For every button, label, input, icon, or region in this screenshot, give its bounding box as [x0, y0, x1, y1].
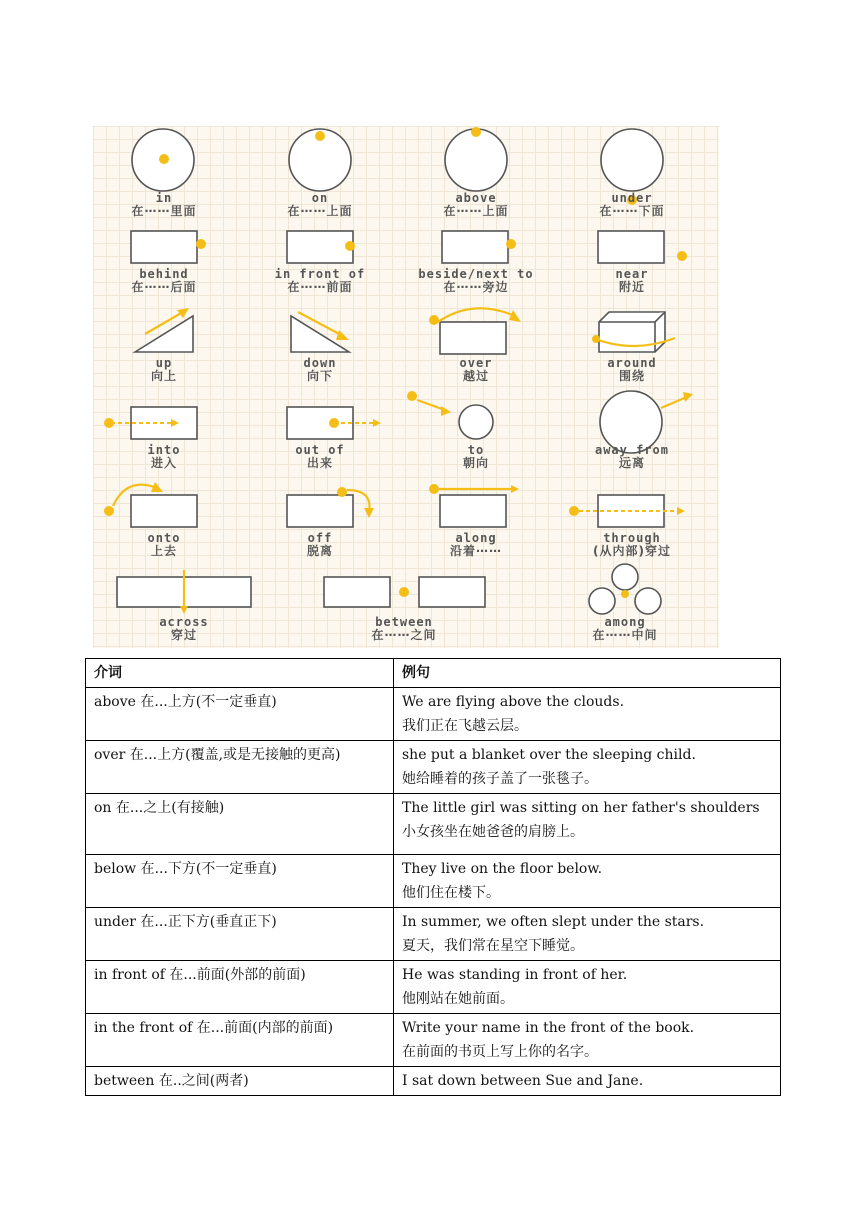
rect-onto	[131, 495, 197, 527]
dot-above	[471, 127, 481, 137]
label-zh: (从内部)穿过	[593, 544, 671, 558]
label-en: on	[311, 191, 329, 205]
rect-between-left	[324, 577, 390, 607]
label-zh: 远离	[618, 456, 645, 470]
arrowhead-off	[364, 508, 374, 518]
example-cell	[394, 741, 781, 794]
prepositions-illustration	[93, 126, 719, 648]
dot-into	[104, 418, 114, 428]
dot-around	[592, 335, 600, 343]
label-zh: 上去	[150, 544, 177, 558]
rect-behind	[131, 231, 197, 263]
dot-between	[399, 587, 409, 597]
example-cell	[394, 908, 781, 961]
label-en: down	[303, 356, 337, 370]
label-en: near	[615, 267, 649, 281]
example-en: In summer, we often slept under the stars.	[402, 914, 705, 930]
preposition-cell: on 在...之上(有接触)	[86, 794, 394, 855]
label-en: in	[155, 191, 173, 205]
label-zh: 脱离	[306, 544, 333, 558]
example-zh: 小女孩坐在她爸爸的肩膀上。	[402, 824, 584, 840]
table-row	[86, 1067, 781, 1096]
label-en: around	[607, 356, 657, 370]
preposition-cell: over 在...上方(覆盖,或是无接触的更高)	[86, 741, 394, 794]
preposition-cell: between 在..之间(两者)	[86, 1067, 394, 1096]
preposition-cell: under 在...正下方(垂直正下)	[86, 908, 394, 961]
label-zh: 在⋯⋯旁边	[443, 280, 509, 294]
arrowhead-to	[441, 406, 451, 416]
table-row	[86, 961, 781, 1014]
table-row	[86, 794, 781, 855]
table-row	[86, 855, 781, 908]
rect-in-front-of	[287, 231, 353, 263]
label-zh: 向下	[306, 369, 333, 383]
example-en: I sat down between Sue and Jane.	[402, 1073, 644, 1089]
arrow-to	[417, 400, 445, 410]
dot-near	[677, 251, 687, 261]
table-row	[86, 908, 781, 961]
label-zh: 出来	[306, 456, 333, 470]
example-cell	[394, 1067, 781, 1096]
circle-above	[445, 129, 507, 191]
label-en: onto	[147, 531, 181, 545]
label-zh: 穿过	[170, 628, 197, 642]
table-row	[86, 741, 781, 794]
example-en: she put a blanket over the sleeping child.	[402, 747, 696, 763]
label-zh: 在⋯⋯中间	[592, 628, 658, 642]
example-en: The little girl was sitting on her father's shoulders	[402, 800, 760, 816]
label-en: behind	[139, 267, 189, 281]
label-zh: 附近	[618, 280, 645, 294]
arrowhead-over	[509, 310, 521, 322]
example-zh: 他们住在楼下。	[402, 885, 500, 901]
example-cell	[394, 855, 781, 908]
example-cell	[394, 688, 781, 741]
example-cell	[394, 794, 781, 855]
example-en: They live on the floor below.	[402, 861, 603, 877]
label-zh: 在⋯⋯下面	[599, 204, 665, 218]
label-en: beside/next to	[418, 267, 534, 281]
example-cell	[394, 1014, 781, 1067]
label-en: away from	[594, 443, 670, 457]
rect-between-right	[419, 577, 485, 607]
table-header-row	[86, 659, 781, 688]
preposition-cell: below 在...下方(不一定垂直)	[86, 855, 394, 908]
label-zh: 朝向	[462, 456, 489, 470]
arrowhead-out-of	[373, 419, 381, 427]
preposition-cell: in front of 在...前面(外部的前面)	[86, 961, 394, 1014]
label-zh: 围绕	[618, 369, 645, 383]
rect-off	[287, 495, 353, 527]
header-example: 例句	[394, 659, 781, 688]
label-zh: 沿着⋯⋯	[449, 544, 502, 558]
example-en: Write your name in the front of the book.	[402, 1020, 695, 1036]
label-en: off	[307, 531, 333, 545]
example-zh: 在前面的书页上写上你的名字。	[402, 1044, 598, 1060]
example-en: He was standing in front of her.	[402, 967, 628, 983]
dot-beside	[506, 239, 516, 249]
triangle-up	[135, 316, 193, 352]
example-zh: 她给睡着的孩子盖了一张毯子。	[402, 771, 598, 787]
label-zh: 进入	[150, 456, 177, 470]
label-en: among	[604, 615, 646, 629]
preposition-cell: above 在...上方(不一定垂直)	[86, 688, 394, 741]
table-row	[86, 1014, 781, 1067]
label-en: to	[467, 443, 485, 457]
rect-over	[440, 322, 506, 354]
circle-among-right	[635, 588, 661, 614]
label-en: up	[155, 356, 173, 370]
dot-on	[315, 131, 325, 141]
prepositions-table	[85, 658, 781, 1096]
dot-in	[159, 154, 169, 164]
table-row	[86, 688, 781, 741]
dot-off	[337, 487, 347, 497]
arrowhead-through	[677, 507, 685, 515]
label-en: through	[603, 531, 661, 545]
label-en: between	[375, 615, 433, 629]
label-en: above	[455, 191, 497, 205]
arrow-over	[438, 308, 515, 322]
dot-to	[407, 391, 417, 401]
arrowhead-along	[511, 485, 519, 493]
circle-among-left	[589, 588, 615, 614]
dot-behind	[196, 239, 206, 249]
label-zh: 在⋯⋯里面	[131, 204, 197, 218]
dot-out-of	[329, 418, 339, 428]
dot-through	[569, 506, 579, 516]
label-en: over	[459, 356, 493, 370]
circle-among-top	[612, 564, 638, 590]
header-preposition: 介词	[86, 659, 394, 688]
label-en: under	[611, 191, 653, 205]
example-zh: 夏天，我们常在星空下睡觉。	[402, 938, 584, 954]
label-zh: 在⋯⋯上面	[443, 204, 509, 218]
circle-under	[601, 129, 663, 191]
label-zh: 在⋯⋯之间	[371, 628, 437, 642]
dot-over	[429, 315, 439, 325]
label-zh: 越过	[462, 369, 489, 383]
dot-along	[429, 484, 439, 494]
dot-among	[621, 590, 629, 598]
arrowhead-across	[180, 606, 188, 614]
label-zh: 在⋯⋯上面	[287, 204, 353, 218]
label-zh: 向上	[150, 369, 177, 383]
arrowhead-up	[177, 308, 189, 318]
rect-beside	[442, 231, 508, 263]
arrowhead-away-from	[683, 392, 693, 402]
label-en: out of	[295, 443, 345, 457]
rect-near	[598, 231, 664, 263]
example-zh: 他刚站在她前面。	[402, 991, 514, 1007]
dot-onto	[104, 506, 114, 516]
label-en: along	[455, 531, 497, 545]
dot-in-front-of	[345, 241, 355, 251]
example-en: We are flying above the clouds.	[402, 694, 625, 710]
label-en: in front of	[274, 267, 366, 281]
label-en: into	[147, 443, 181, 457]
circle-to	[459, 405, 493, 439]
preposition-cell: in the front of 在...前面(内部的前面)	[86, 1014, 394, 1067]
example-cell	[394, 961, 781, 1014]
label-en: across	[159, 615, 209, 629]
label-zh: 在⋯⋯后面	[131, 280, 197, 294]
rect-along	[440, 495, 506, 527]
example-zh: 我们正在飞越云层。	[402, 718, 528, 734]
label-zh: 在⋯⋯前面	[287, 280, 353, 294]
arrowhead-down	[336, 330, 349, 340]
